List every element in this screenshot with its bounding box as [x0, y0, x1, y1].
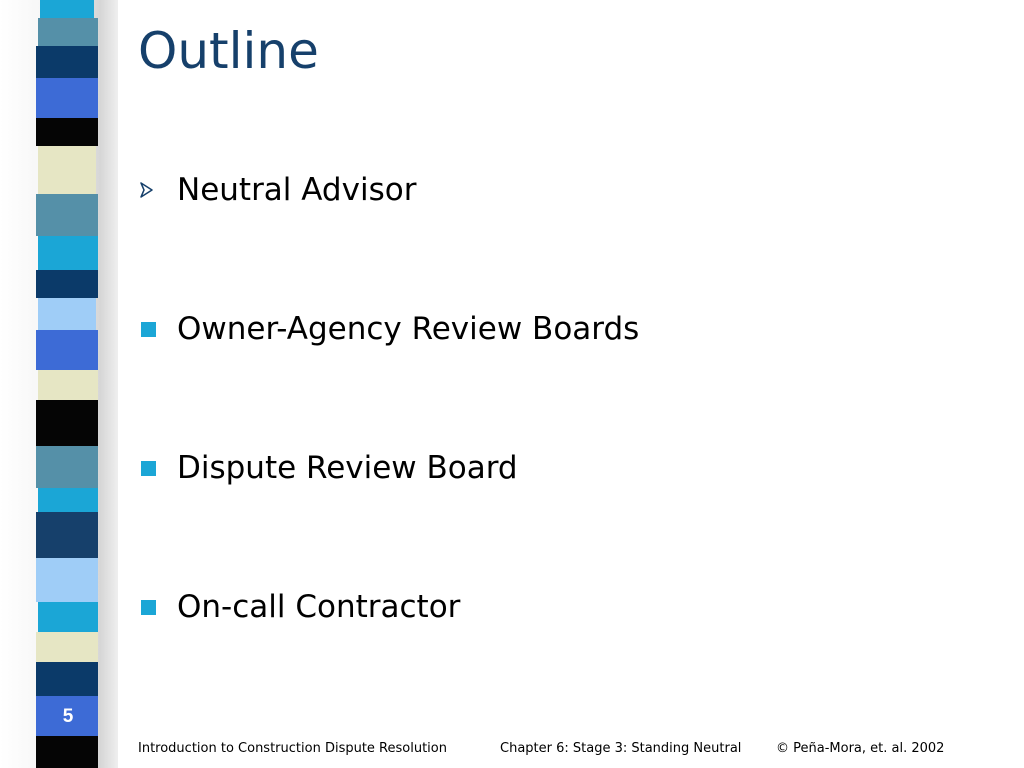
- bullet-item: [138, 162, 639, 218]
- stripe-band: [36, 270, 98, 298]
- square-bullet-icon: [138, 600, 177, 615]
- stripe-band: [36, 662, 98, 696]
- bullet-text: Neutral Advisor: [177, 172, 417, 208]
- decorative-stripe: [36, 0, 98, 768]
- square-bullet-icon: [138, 322, 177, 337]
- bullet-item: [138, 440, 639, 496]
- footer-chapter: Chapter 6: Stage 3: Standing Neutral: [500, 741, 742, 756]
- stripe-band: [36, 330, 98, 370]
- bullet-text: Owner-Agency Review Boards: [177, 311, 640, 347]
- stripe-band: [36, 118, 98, 146]
- stripe-band: [38, 298, 96, 330]
- stripe-band: [40, 0, 94, 18]
- stripe-band: [36, 512, 98, 558]
- stripe-band: [38, 602, 98, 632]
- stripe-band: [36, 400, 98, 446]
- stripe-band: [38, 236, 98, 270]
- bullet-item: [138, 579, 639, 635]
- bullet-text: On-call Contractor: [177, 589, 461, 625]
- stripe-band: [36, 78, 98, 118]
- stripe-band: [38, 488, 98, 512]
- stripe-band: [36, 558, 98, 602]
- stripe-band: [38, 370, 98, 400]
- stripe-band: [38, 18, 98, 46]
- footer-course: Introduction to Construction Dispute Resolution: [138, 741, 447, 756]
- slide-title: Outline: [138, 22, 319, 80]
- slide-number: 5: [62, 706, 74, 727]
- stripe-band: [36, 194, 98, 236]
- stripe-band: [36, 736, 98, 768]
- stripe-band: [38, 146, 96, 194]
- bullet-item: [138, 301, 639, 357]
- bullet-list: [138, 162, 639, 718]
- stripe-band: [36, 46, 98, 78]
- arrow-bullet-icon: [138, 182, 177, 198]
- stripe-band: [36, 632, 98, 662]
- footer-copyright: © Peña-Mora, et. al. 2002: [776, 741, 945, 756]
- square-bullet-icon: [138, 461, 177, 476]
- bullet-text: Dispute Review Board: [177, 450, 518, 486]
- stripe-band: [36, 446, 98, 488]
